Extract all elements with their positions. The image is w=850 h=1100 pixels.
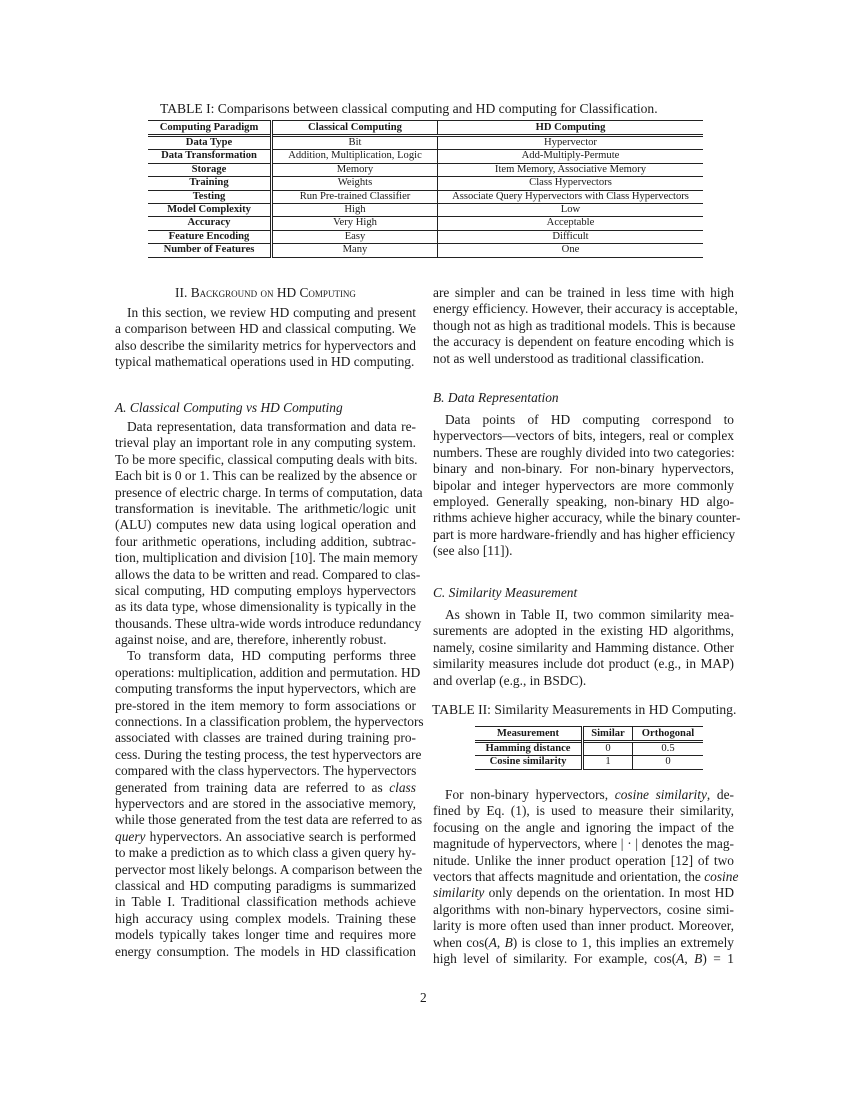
row-header-cell: Storage xyxy=(191,163,227,175)
table-row xyxy=(148,177,703,190)
text-line: a comparison between HD and classical computing. We xyxy=(115,321,416,337)
text-line: not as well understood as traditional classification. xyxy=(433,350,705,366)
text-line: pre-stored in the item memory to form associations or xyxy=(115,697,416,713)
row-header-cell: Number of Features xyxy=(163,244,255,256)
emphasis-text: class xyxy=(389,779,416,795)
text-line: hypervectors—vectors of bits, integers, real or complex xyxy=(433,428,734,444)
text-line: binary and non-binary. For non-binary hypervectors, xyxy=(433,461,734,477)
row-header-cell: Feature Encoding xyxy=(168,230,250,242)
text-segment: only depends on the orientation. In most HD xyxy=(484,885,734,901)
table-2-caption: TABLE II: Similarity Measurements in HD Computing. xyxy=(432,702,737,717)
table-header-row xyxy=(148,121,703,136)
text-segment: ) = 1 xyxy=(702,950,734,966)
text-line: associated with classes are trained during training pro- xyxy=(115,730,416,746)
table-cell: Very High xyxy=(272,217,438,230)
text-line: pervector most likely belongs. A comparison between the xyxy=(115,861,423,877)
emphasis-text: B xyxy=(694,950,703,966)
text-line: hypervectors and are stored in the associative memory, xyxy=(115,795,416,811)
text-line: fined by Eq. (1), is used to measure their similarity, xyxy=(433,803,734,819)
table-2-similarity xyxy=(475,726,703,770)
emphasis-text: cosine xyxy=(704,868,739,884)
text-line xyxy=(115,780,416,796)
section-heading xyxy=(115,285,416,301)
table-1-comparison xyxy=(148,120,703,258)
paragraph-data-representation xyxy=(433,412,741,560)
table-cell: 0 xyxy=(633,756,704,769)
text-segment: ) is close to 1, this implies an extremely xyxy=(512,934,734,950)
paragraph-intro xyxy=(115,305,416,371)
table-cell: 1 xyxy=(583,756,633,769)
text-line: rithms achieve higher accuracy, while the binary counter- xyxy=(433,510,741,526)
text-line: transformation is inevitable. The arithmetic/logic unit xyxy=(115,500,416,516)
row-header-cell: Training xyxy=(189,177,229,189)
table-cell: One xyxy=(438,244,704,257)
table-row xyxy=(148,136,703,150)
text-line: similarity measures include dot product (e.g., in MAP) xyxy=(433,656,734,672)
page-number: 2 xyxy=(420,990,427,1005)
table-cell: Item Memory, Associative Memory xyxy=(438,163,704,176)
text-line: To transform data, HD computing performs three xyxy=(127,648,416,664)
text-line: employed. Generally speaking, non-binary HD algo- xyxy=(433,493,734,509)
text-line: models typically takes longer time and requires more xyxy=(115,927,416,943)
text-line: focusing on the angle and ignoring the impact of the xyxy=(433,819,734,835)
paragraph-cosine-similarity xyxy=(433,787,739,967)
text-line: though not as high as traditional models. This is because xyxy=(433,317,736,333)
table-cell: Low xyxy=(438,204,704,217)
table-cell: Addition, Multiplication, Logic xyxy=(272,150,438,163)
text-line: computing transforms the input hypervectors, which are xyxy=(115,681,416,697)
row-header-cell: Hamming distance xyxy=(485,743,571,754)
text-line: part is more hardware-friendly and has higher efficiency xyxy=(433,526,736,542)
table-row xyxy=(475,756,703,769)
text-line: against noise, and are, therefore, inherently robust. xyxy=(115,632,387,648)
section-title: Background on HD Computing xyxy=(190,285,356,300)
table-cell: 0 xyxy=(583,742,633,756)
text-segment: generated from training data are referred to as xyxy=(115,779,390,795)
text-segment: hypervectors. An associative search is performed xyxy=(145,828,416,844)
text-segment: For non-binary hypervectors, xyxy=(445,787,615,802)
text-segment: , xyxy=(496,934,505,950)
table-cell: Hypervector xyxy=(438,136,704,150)
column-header: Computing Paradigm xyxy=(159,122,259,133)
subsection-heading-c xyxy=(433,585,577,601)
text-line: while those generated from the test data are referred to as xyxy=(115,812,423,828)
text-line: connections. In a classification problem, the hypervectors xyxy=(115,714,424,730)
text-line: classical and HD computing paradigms is summarized xyxy=(115,877,416,893)
text-line: larity is more often used than inner product. Moreover, xyxy=(433,918,734,934)
emphasis-text: A xyxy=(676,950,685,966)
table-row xyxy=(475,742,703,756)
paragraph-similarity xyxy=(433,607,734,689)
row-header-cell: Cosine similarity xyxy=(489,756,567,768)
text-line: presence of electric charge. In terms of computation, data xyxy=(115,484,423,500)
text-line: as its data type, whose dimensionality is typically in the xyxy=(115,599,416,615)
text-line: in Table I. Traditional classification methods achieve xyxy=(115,894,416,910)
row-header-cell: Model Complexity xyxy=(167,204,251,216)
text-line: In this section, we review HD computing and present xyxy=(127,305,416,320)
paragraph-a1 xyxy=(115,419,423,648)
table-cell: Associate Query Hypervectors with Class Hypervectors xyxy=(438,190,704,203)
table-cell: Bit xyxy=(272,136,438,150)
table-row xyxy=(148,204,703,217)
emphasis-text: query xyxy=(115,828,146,844)
text-line xyxy=(115,829,416,845)
subsection-label: A. xyxy=(115,400,127,415)
text-line: namely, cosine similarity and Hamming distance. Other xyxy=(433,639,734,655)
table-cell: 0.5 xyxy=(633,742,704,756)
text-line: and overlap (e.g., in BSDC). xyxy=(433,672,587,688)
column-header: HD Computing xyxy=(438,121,704,136)
text-line: to make a prediction as to which class a given query hy- xyxy=(115,845,416,861)
column-header: Measurement xyxy=(496,728,560,739)
table-row xyxy=(148,217,703,230)
text-line: algorithms with non-binary hypervectors, cosine simi- xyxy=(433,901,734,917)
emphasis-text: B xyxy=(504,934,513,950)
table-cell: Easy xyxy=(272,230,438,243)
paragraph-a2 xyxy=(115,648,424,959)
text-line xyxy=(433,951,734,967)
table-header-row xyxy=(475,727,703,742)
emphasis-text: cosine similarity xyxy=(614,787,707,802)
text-segment: vectors that affects magnitude and orientation, the xyxy=(433,868,705,884)
table-1-caption: TABLE I: Comparisons between classical computing and HD computing for Classification. xyxy=(160,101,658,116)
text-line: sical computing, HD computing employs hypervectors xyxy=(115,582,416,598)
text-line: cess. During the testing process, the test hypervectors are xyxy=(115,746,422,762)
text-line: typical mathematical operations used in HD computing. xyxy=(115,354,415,370)
text-line: nitude. Unlike the inner product operation [12] of two xyxy=(433,852,734,868)
table-cell: Add-Multiply-Permute xyxy=(438,150,704,163)
text-line: tion, multiplication and division [10]. The main memory xyxy=(115,550,418,566)
text-line: trieval play an important role in any computing system. xyxy=(115,435,416,451)
text-line xyxy=(433,787,734,803)
text-line: magnitude of hypervectors, where | · | denotes the mag- xyxy=(433,836,734,852)
subsection-title: Data Representation xyxy=(447,390,559,405)
text-line: four arithmetic operations, including addition, subtrac- xyxy=(115,533,416,549)
text-line xyxy=(433,868,739,885)
text-line: bipolar and integer hypervectors are more commonly xyxy=(433,477,734,493)
subsection-label: B. xyxy=(433,390,445,405)
section-number: II. xyxy=(175,285,188,300)
text-segment: when cos( xyxy=(433,934,489,950)
column-header: Classical Computing xyxy=(272,121,438,136)
row-header-cell: Accuracy xyxy=(187,217,231,229)
table-cell: Difficult xyxy=(438,230,704,243)
text-line: high accuracy using complex models. Training these xyxy=(115,910,416,926)
text-line: Each bit is 0 or 1. This can be realized by the absence or xyxy=(115,468,417,484)
text-line: the accuracy is dependent on feature encoding which is xyxy=(433,334,734,350)
text-segment: , xyxy=(684,950,695,966)
table-row xyxy=(148,163,703,176)
text-line: energy consumption. The models in HD classification xyxy=(115,943,416,959)
text-line: compared with the class hypervectors. The hypervectors xyxy=(115,763,417,779)
text-segment: , de- xyxy=(706,787,734,802)
text-line xyxy=(433,885,734,901)
text-line: thousands. These ultra-wide words introduce redundancy xyxy=(115,615,422,631)
table-cell: High xyxy=(272,204,438,217)
text-line: To be more specific, classical computing deals with bits. xyxy=(115,451,418,467)
table-cell: Memory xyxy=(272,163,438,176)
row-header-cell: Data Transformation xyxy=(161,150,257,162)
table-row xyxy=(148,230,703,243)
table-cell: Acceptable xyxy=(438,217,704,230)
column-header: Similar xyxy=(583,727,633,742)
emphasis-text: similarity xyxy=(433,885,485,901)
subsection-title: Classical Computing vs HD Computing xyxy=(129,400,343,415)
table-row xyxy=(148,244,703,257)
table-row xyxy=(148,150,703,163)
paragraph-classical-vs-hd xyxy=(115,419,424,960)
text-line: energy efficiency. However, their accuracy is acceptable, xyxy=(433,301,738,317)
table-cell: Run Pre-trained Classifier xyxy=(272,190,438,203)
text-line: are simpler and can be trained in less time with high xyxy=(433,285,734,300)
text-line: allows the data to be written and read. Compared to clas- xyxy=(115,566,421,582)
subsection-label: C. xyxy=(433,585,446,600)
text-line: surements are adopted in the existing HD algorithms, xyxy=(433,623,734,639)
table-cell: Many xyxy=(272,244,438,257)
subsection-title: Similarity Measurement xyxy=(448,585,578,600)
text-line: also describe the similarity metrics for hypervectors and xyxy=(115,337,416,353)
row-header-cell: Data Type xyxy=(185,137,233,148)
subsection-heading-b xyxy=(433,390,559,406)
text-line: numbers. These are roughly divided into two categories: xyxy=(433,444,735,460)
text-line: operations: multiplication, addition and permutation. HD xyxy=(115,664,421,680)
text-line: As shown in Table II, two common similarity mea- xyxy=(445,607,734,622)
column-header: Orthogonal xyxy=(633,727,704,742)
text-segment: high level of similarity. For example, cos( xyxy=(433,950,677,966)
text-line: (see also [11]). xyxy=(433,543,513,559)
text-line: (ALU) computes new data using logical operation and xyxy=(115,517,416,533)
text-line: Data representation, data transformation and data re- xyxy=(127,419,416,434)
paragraph-a2-continued xyxy=(433,285,738,367)
subsection-heading-a xyxy=(115,400,343,416)
text-line: Data points of HD computing correspond to xyxy=(445,412,734,427)
table-cell: Class Hypervectors xyxy=(438,177,704,190)
row-header-cell: Testing xyxy=(192,190,226,202)
table-cell: Weights xyxy=(272,177,438,190)
table-row xyxy=(148,190,703,203)
emphasis-text: A xyxy=(488,934,497,950)
text-line xyxy=(433,935,734,951)
